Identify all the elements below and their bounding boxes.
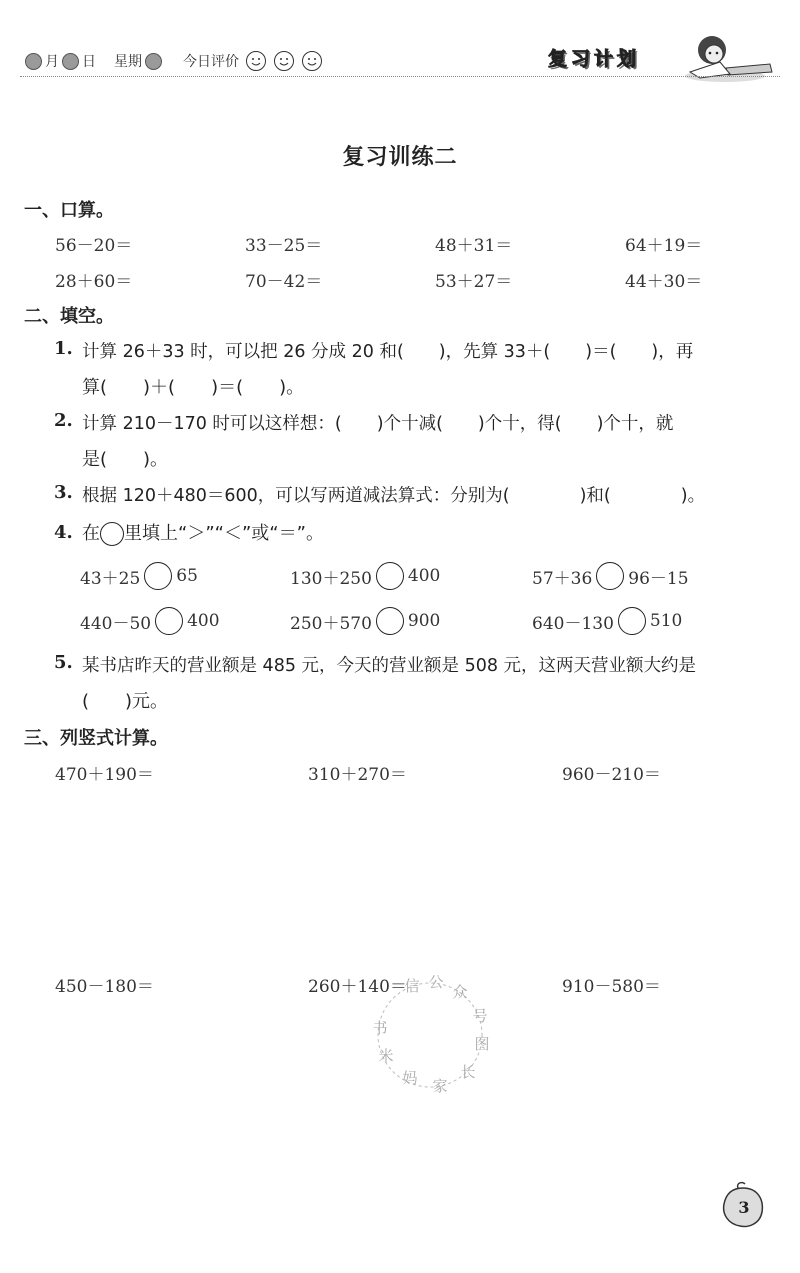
svg-text:米: 米 <box>378 1047 394 1065</box>
rating-label: 今日评价 <box>183 54 239 70</box>
vertical-calc-item: 310＋270＝ <box>308 765 407 785</box>
compare-item <box>532 607 682 635</box>
compare-left: 43＋25 <box>80 568 141 589</box>
weekday-label: 星期 <box>114 54 142 70</box>
vertical-calc-item: 910－580＝ <box>562 977 661 997</box>
header-bar <box>22 48 323 74</box>
compare-circle-blank[interactable] <box>596 562 624 590</box>
compare-circle-blank[interactable] <box>144 562 172 590</box>
mental-math-item: 64＋19＝ <box>625 236 703 256</box>
question-5-text: 某书店昨天的营业额是 485 元，今天的营业额是 508 元，这两天营业额大约是 <box>82 656 697 676</box>
compare-item <box>532 562 689 590</box>
vertical-calc-item: 450－180＝ <box>55 977 154 997</box>
question-number: 1. <box>54 338 73 359</box>
watermark-stamp-icon <box>360 965 500 1105</box>
smiley-icon <box>245 50 267 72</box>
circle-blank-icon <box>100 522 124 546</box>
section-fill-blank-heading: 二、填空。 <box>24 306 114 327</box>
question-2-text-cont: 是( )。 <box>82 449 169 470</box>
svg-text:公: 公 <box>428 973 444 991</box>
day-label: 日 <box>82 54 96 70</box>
question-4-post: 里填上“＞”“＜”或“＝”。 <box>124 523 324 544</box>
question-4-pre: 在 <box>82 523 100 544</box>
section-vertical-calc-heading: 三、列竖式计算。 <box>24 728 168 749</box>
month-label: 月 <box>45 54 59 70</box>
smiley-icon <box>273 50 295 72</box>
compare-item <box>290 562 440 590</box>
mental-math-item: 33－25＝ <box>245 236 323 256</box>
question-1-text: 计算 26＋33 时，可以把 26 分成 20 和( )，先算 33＋( )＝( )，再 <box>82 342 694 362</box>
compare-circle-blank[interactable] <box>155 607 183 635</box>
compare-circle-blank[interactable] <box>376 562 404 590</box>
svg-text:妈: 妈 <box>402 1069 418 1087</box>
page-number-badge <box>718 1180 768 1230</box>
mental-math-item: 56－20＝ <box>55 236 133 256</box>
section-mental-math-heading: 一、口算。 <box>24 200 114 221</box>
compare-right: 400 <box>407 566 441 586</box>
mental-math-item: 48＋31＝ <box>435 236 513 256</box>
vertical-calc-item: 260＋140＝ <box>308 977 407 997</box>
mental-math-item: 28＋60＝ <box>55 272 133 292</box>
svg-text:众: 众 <box>452 983 468 1001</box>
question-1-text-cont: 算( )＋( )＝( )。 <box>82 377 305 398</box>
question-3-text: 根据 120＋480＝600，可以写两道减法算式：分别为( )和( )。 <box>82 486 706 506</box>
compare-right: 65 <box>176 566 198 586</box>
vertical-calc-item: 470＋190＝ <box>55 765 154 785</box>
svg-text:书: 书 <box>372 1019 388 1037</box>
mental-math-item: 53＋27＝ <box>435 272 513 292</box>
header-divider <box>20 76 780 77</box>
page-title: 复习训练二 <box>342 145 458 170</box>
weekday-dot <box>145 53 162 70</box>
compare-left: 440－50 <box>80 613 152 634</box>
page-number: 3 <box>738 1198 750 1217</box>
svg-text:图: 图 <box>474 1035 490 1053</box>
vertical-calc-item: 960－210＝ <box>562 765 661 785</box>
compare-item <box>290 607 440 635</box>
question-number: 5. <box>54 652 73 673</box>
day-dot <box>62 53 79 70</box>
compare-left: 250＋570 <box>290 613 372 634</box>
compare-right: 400 <box>187 611 220 631</box>
compare-circle-blank[interactable] <box>618 607 646 635</box>
compare-right: 510 <box>649 611 683 631</box>
question-4-text <box>82 519 324 546</box>
question-number: 2. <box>54 410 73 431</box>
question-5-text-cont: ( )元。 <box>82 691 169 712</box>
review-plan-title: 复习计划 <box>548 48 641 70</box>
question-number: 4. <box>54 522 73 543</box>
compare-left: 130＋250 <box>290 568 372 589</box>
mental-math-item: 44＋30＝ <box>625 272 703 292</box>
compare-right: 900 <box>407 611 441 631</box>
compare-right: 96－15 <box>628 568 689 589</box>
svg-text:长: 长 <box>460 1063 476 1081</box>
compare-circle-blank[interactable] <box>376 607 404 635</box>
svg-text:信: 信 <box>404 977 420 995</box>
month-dot <box>25 53 42 70</box>
svg-text:家: 家 <box>432 1077 448 1095</box>
svg-text:号: 号 <box>472 1007 488 1025</box>
compare-left: 640－130 <box>532 613 614 634</box>
smiley-icon <box>301 50 323 72</box>
compare-item <box>80 562 198 590</box>
compare-left: 57＋36 <box>532 568 593 589</box>
compare-item <box>80 607 220 635</box>
question-number: 3. <box>54 482 73 503</box>
question-2-text: 计算 210－170 时可以这样想：( )个十减( )个十，得( )个十，就 <box>82 414 674 434</box>
mental-math-item: 70－42＝ <box>245 272 323 292</box>
